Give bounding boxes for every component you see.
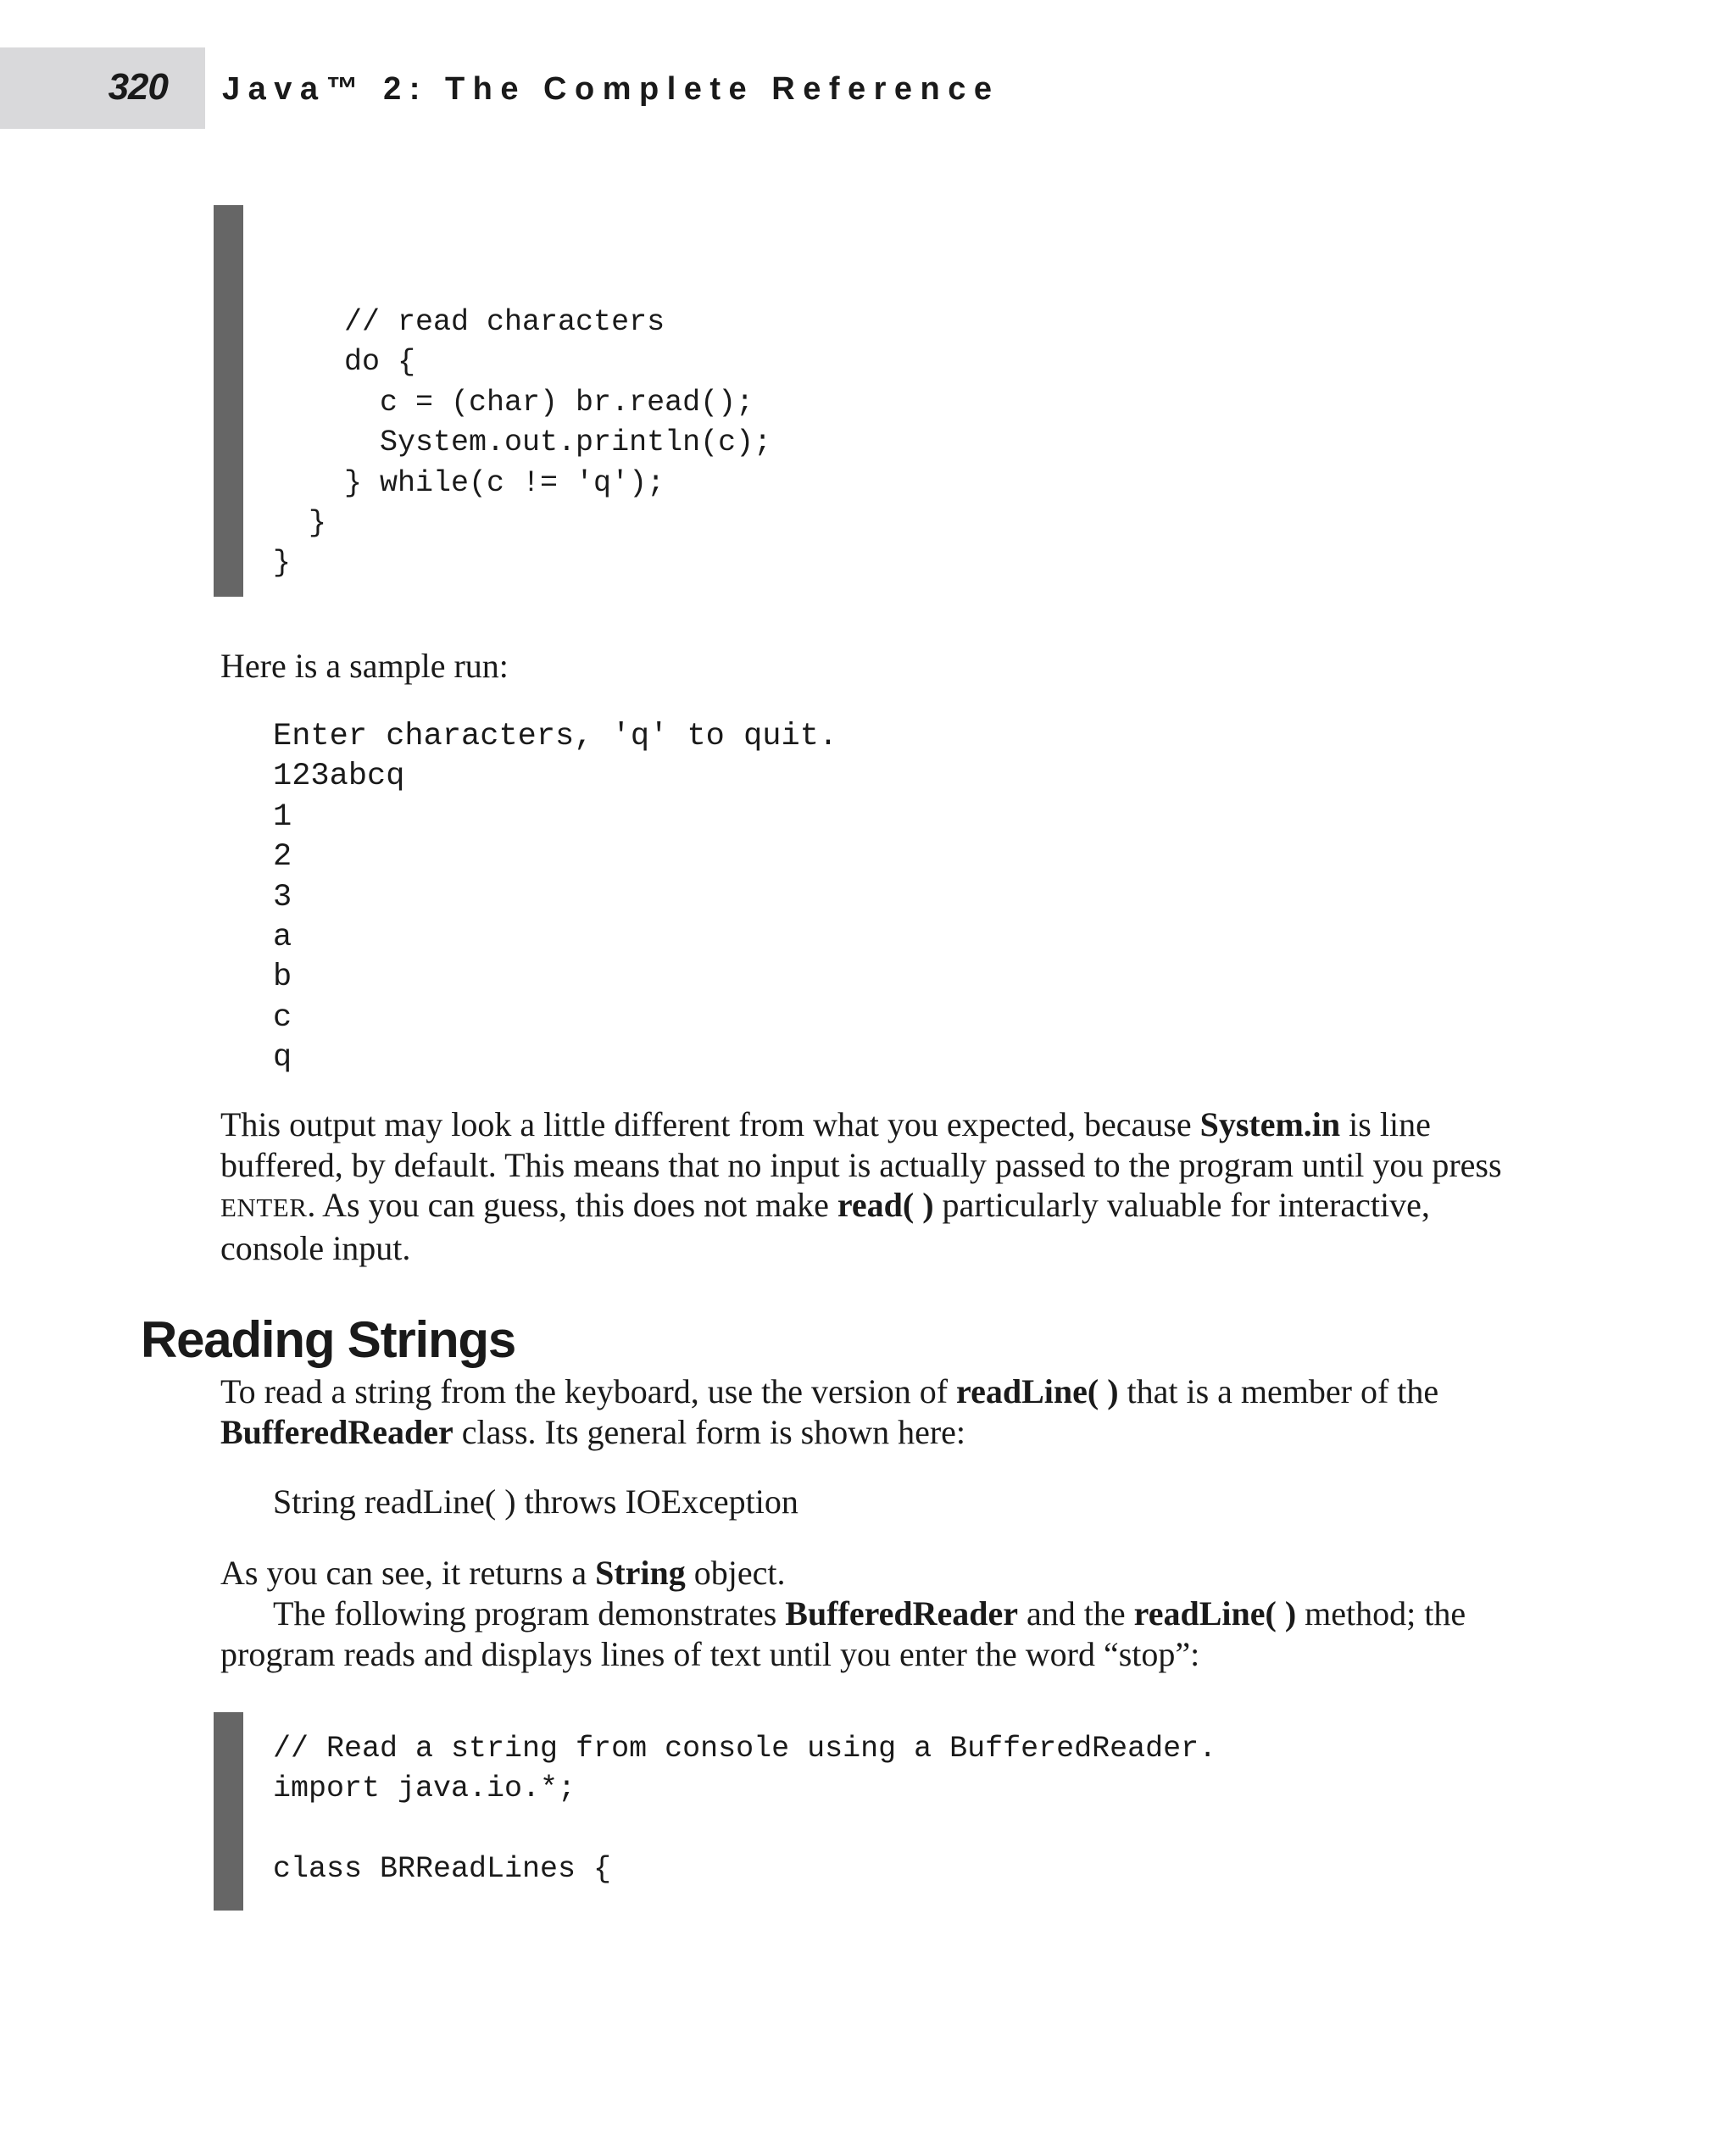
text-run: As you can see, it returns a bbox=[220, 1554, 596, 1592]
code-block-bar bbox=[214, 205, 243, 597]
code-line: class BRReadLines { bbox=[273, 1852, 612, 1887]
output-line: 3 bbox=[273, 879, 292, 915]
bold-term: read( ) bbox=[837, 1186, 934, 1224]
output-line: 2 bbox=[273, 839, 292, 876]
output-line: 123abcq bbox=[273, 759, 405, 795]
code-block-bar bbox=[214, 1712, 243, 1911]
text-run: The following program demonstrates bbox=[273, 1594, 786, 1633]
method-signature: String readLine( ) throws IOException bbox=[273, 1482, 798, 1521]
text-run: . As you can guess, this does not make bbox=[307, 1186, 837, 1224]
output-line: 1 bbox=[273, 798, 292, 835]
text-run: method; the program reads and displays lines of text until you enter the word “stop”: bbox=[220, 1594, 1466, 1673]
output-line: q bbox=[273, 1040, 292, 1076]
bold-term: String bbox=[595, 1554, 686, 1592]
code-line: c = (char) br.read(); bbox=[273, 385, 754, 420]
output-line: a bbox=[273, 920, 292, 956]
code-block-2 bbox=[273, 1729, 1216, 1890]
text-run: This output may look a little different from what you expected, because bbox=[220, 1105, 1200, 1143]
running-head-title: Java™ 2: The Complete Reference bbox=[222, 71, 1000, 107]
paragraph-returns bbox=[220, 1553, 1526, 1594]
code-line: System.out.println(c); bbox=[273, 426, 772, 460]
code-line: } bbox=[273, 506, 327, 541]
code-line: do { bbox=[273, 345, 416, 380]
output-line: Enter characters, 'q' to quit. bbox=[273, 719, 838, 754]
code-line: // read characters bbox=[273, 305, 665, 339]
output-line: b bbox=[273, 960, 292, 996]
page-number: 320 bbox=[108, 66, 168, 108]
code-line: } bbox=[273, 546, 292, 581]
sample-run-intro: Here is a sample run: bbox=[220, 647, 509, 685]
bold-term: BufferedReader bbox=[220, 1412, 453, 1451]
bold-term: System.in bbox=[1199, 1105, 1341, 1143]
page-number-box bbox=[0, 47, 205, 129]
text-run: that is a member of the bbox=[1118, 1372, 1439, 1410]
code-block-1 bbox=[273, 303, 771, 584]
code-line: import java.io.*; bbox=[273, 1772, 576, 1806]
code-line: } while(c != 'q'); bbox=[273, 465, 665, 500]
text-run: To read a string from the keyboard, use the version of bbox=[220, 1372, 957, 1410]
text-run: and the bbox=[1018, 1594, 1134, 1633]
small-caps-key: ENTER bbox=[220, 1193, 308, 1222]
text-run: object. bbox=[685, 1554, 786, 1592]
output-line: c bbox=[273, 999, 292, 1036]
bold-term: BufferedReader bbox=[785, 1594, 1019, 1633]
paragraph-read-string bbox=[220, 1371, 1526, 1452]
text-run: is line buffered, by default. This means that no input is actually passed to the program until you press bbox=[220, 1105, 1502, 1184]
bold-term: readLine( ) bbox=[956, 1372, 1119, 1410]
text-run: class. Its general form is shown here: bbox=[453, 1412, 966, 1451]
section-heading: Reading Strings bbox=[141, 1311, 516, 1368]
paragraph-demo bbox=[220, 1594, 1526, 1674]
text-run: particularly valuable for interactive, console input. bbox=[220, 1186, 1430, 1267]
bold-term: readLine( ) bbox=[1133, 1594, 1297, 1633]
paragraph-output-note bbox=[220, 1104, 1526, 1268]
code-line: // Read a string from console using a BufferedReader. bbox=[273, 1732, 1217, 1766]
sample-output-block bbox=[273, 717, 837, 1079]
